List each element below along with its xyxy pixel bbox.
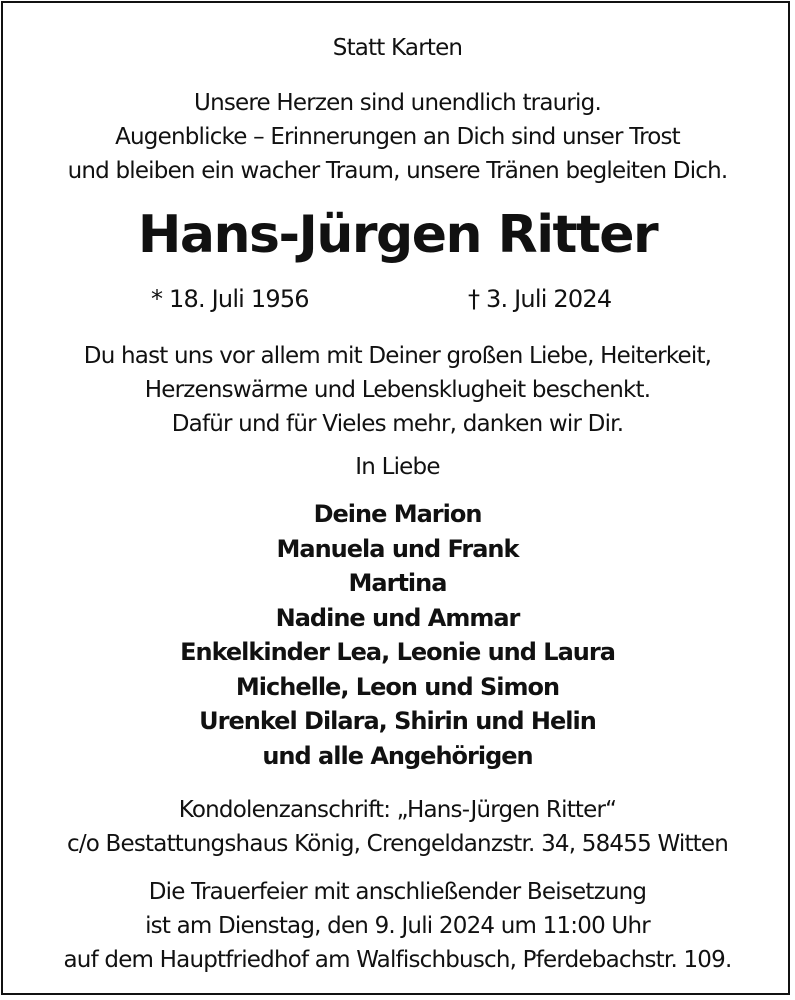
poem-line: und bleiben ein wacher Traum, unsere Tränen begleiten Dich. — [67, 158, 728, 184]
tribute-line: Dafür und für Vieles mehr, danken wir Dir. — [171, 411, 624, 437]
poem-line: Unsere Herzen sind unendlich traurig. — [194, 90, 601, 116]
mourner-line: Nadine und Ammar — [275, 603, 520, 632]
poem-line: Augenblicke – Erinnerungen an Dich sind unser Trost — [115, 124, 680, 150]
poem — [0, 86, 795, 188]
funeral-info — [0, 875, 795, 977]
mourner-line: Enkelkinder Lea, Leonie und Laura — [180, 638, 615, 666]
funeral-line: ist am Dienstag, den 9. Juli 2024 um 11:00 Uhr — [145, 913, 650, 939]
mourner-line: Manuela und Frank — [276, 534, 519, 563]
mourner-line: Martina — [348, 569, 447, 597]
condolence-line: c/o Bestattungshaus König, Crengeldanzstr. 34, 58455 Witten — [66, 831, 729, 857]
mourner-line: Urenkel Dilara, Shirin und Helin — [199, 707, 596, 735]
funeral-line: Die Trauerfeier mit anschließender Beisetzung — [148, 879, 647, 905]
mourner-line: Deine Marion — [313, 500, 482, 528]
condolence-line: Kondolenzanschrift: „Hans-Jürgen Ritter“ — [178, 797, 617, 823]
mourner-line: Michelle, Leon und Simon — [235, 672, 560, 701]
mourner-line: und alle Angehörigen — [262, 741, 533, 770]
mourners-list — [0, 497, 795, 773]
deceased-name-text: Hans-Jürgen Ritter — [137, 205, 658, 265]
closing-text: In Liebe — [355, 454, 440, 480]
tribute-line: Du hast uns vor allem mit Deiner großen Liebe, Heiterkeit, — [83, 343, 712, 369]
deceased-name — [0, 198, 795, 272]
tribute — [0, 339, 795, 441]
death-date: † 3. Juli 2024 — [468, 285, 612, 313]
closing — [0, 450, 795, 484]
tribute-line: Herzenswärme und Lebensklugheit beschenkt. — [144, 377, 651, 403]
birth-date: * 18. Juli 1956 — [151, 285, 309, 313]
opening-line — [0, 31, 795, 65]
opening-text: Statt Karten — [332, 35, 463, 61]
funeral-line: auf dem Hauptfriedhof am Walfischbusch, Pferdebachstr. 109. — [63, 947, 732, 973]
condolence-address — [0, 793, 795, 861]
